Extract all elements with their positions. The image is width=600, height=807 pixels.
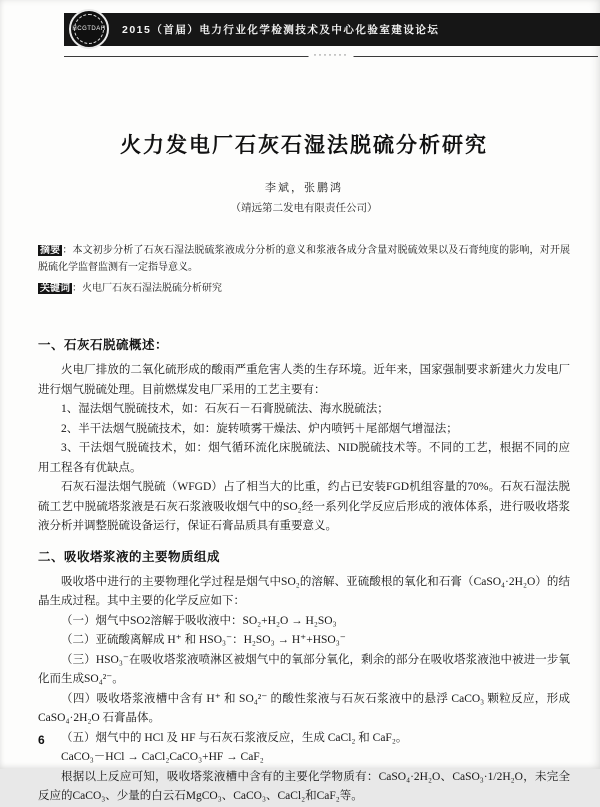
conference-header-band bbox=[64, 13, 600, 46]
section2-reaction-5: （五）烟气中的 HCl 及 HF 与石灰石浆液反应，生成 CaCl₂ 和 CaF₂。 bbox=[61, 731, 408, 744]
divider-dots: ······· bbox=[309, 50, 354, 60]
article-authors: 李斌，张鹏鸿 bbox=[265, 182, 343, 194]
section2-paragraph-2: 根据以上反应可知，吸收塔浆液槽中含有的主要化学物质有：CaSO₄·2H₂O、CaSO₃·1/2H₂O，未完全反应的CaCO₃、少量的白云石MgCO₃、CaCO₃、CaCl₂和CaF₂等。 bbox=[38, 770, 570, 802]
conference-title: 2015（首届）电力行业化学检测技术及中心化验室建设论坛 bbox=[122, 24, 440, 36]
section2-equation: CaCO₃－HCl → CaCl₂CaCO₃+HF → CaF₂ bbox=[61, 751, 264, 763]
article-title: 火力发电厂石灰石湿法脱硫分析研究 bbox=[120, 133, 488, 157]
section2-reaction-1: （一）烟气中SO2溶解于吸收液中：SO₂+H₂O → H₂SO₃ bbox=[61, 614, 337, 627]
page-number: 6 bbox=[38, 733, 45, 747]
abstract-label: 摘要 bbox=[40, 245, 61, 256]
section2-reaction-3: （三）HSO₃⁻在吸收塔浆液喷淋区被烟气中的氧部分氧化，剩余的部分在吸收塔浆液池中被进一步氧化而生成SO₄²⁻。 bbox=[38, 653, 570, 685]
abstract-paragraph bbox=[38, 242, 570, 276]
section2-paragraph-1: 吸收塔中进行的主要物理化学过程是烟气中SO₂的溶解、亚硫酸根的氧化和石膏（CaSO₄·2H₂O）的结晶生成过程。其中主要的化学反应如下： bbox=[38, 575, 570, 607]
section1-item-1: 1、湿法烟气脱硫技术，如：石灰石－石膏脱硫法、海水脱硫法； bbox=[61, 403, 389, 415]
article-content bbox=[38, 57, 570, 807]
keywords-text: ：火电厂石灰石湿法脱硫分析研究 bbox=[72, 283, 222, 294]
section1-heading: 一、石灰石脱硫概述： bbox=[38, 338, 169, 352]
section2-reaction-4: （四）吸收塔浆液槽中含有 H⁺ 和 SO₄²⁻ 的酸性浆液与石灰石浆液中的悬浮 CaCO₃ 颗粒反应，形成 CaSO₄·2H₂O 石膏晶体。 bbox=[38, 692, 570, 724]
section1-paragraph-2: 石灰石湿法烟气脱硫（WFGD）占了相当大的比重，约占已安装FGD机组容量的70%。石灰石湿法脱硫工艺中脱硫塔浆液是石灰石浆液吸收烟气中的SO₂经一系列化学反应后形成的液体体系，进行吸收塔浆液分析并调整脱硫设备运行，保证石膏品质具有重要意义。 bbox=[38, 481, 570, 532]
keywords-label: 关键词 bbox=[40, 283, 70, 294]
abstract-text: ：本文初步分析了石灰石湿法脱硫浆液成分分析的意义和浆液各成分含量对脱硫效果以及石膏纯度的影响，对开展脱硫化学监督监测有一定指导意义。 bbox=[38, 245, 571, 273]
section1-item-2: 2、半干法烟气脱硫技术，如：旋转喷雾干燥法、炉内喷钙＋尾部烟气增湿法； bbox=[61, 422, 458, 435]
section1-paragraph-1: 火电厂排放的二氧化硫形成的酸雨严重危害人类的生存环境。近年来，国家强制要求新建火力发电厂进行烟气脱硫处理。目前燃煤发电厂采用的工艺主要有： bbox=[38, 364, 570, 396]
conference-logo-text: HCGTDAH bbox=[74, 14, 104, 44]
keywords-line bbox=[38, 280, 570, 297]
conference-logo-icon bbox=[69, 9, 109, 49]
section2-reaction-2: （二）亚硫酸离解成 H⁺ 和 HSO₃⁻：H₂SO₃ → H⁺+HSO₃⁻ bbox=[61, 634, 346, 646]
section2-heading: 二、吸收塔浆液的主要物质组成 bbox=[38, 549, 221, 564]
article-affiliation: （靖远第二发电有限责任公司） bbox=[230, 203, 378, 214]
section1-item-3: 3、干法烟气脱硫技术，如：烟气循环流化床脱硫法、NID脱硫技术等。不同的工艺，根据不同的应用工程各有优缺点。 bbox=[38, 442, 570, 474]
